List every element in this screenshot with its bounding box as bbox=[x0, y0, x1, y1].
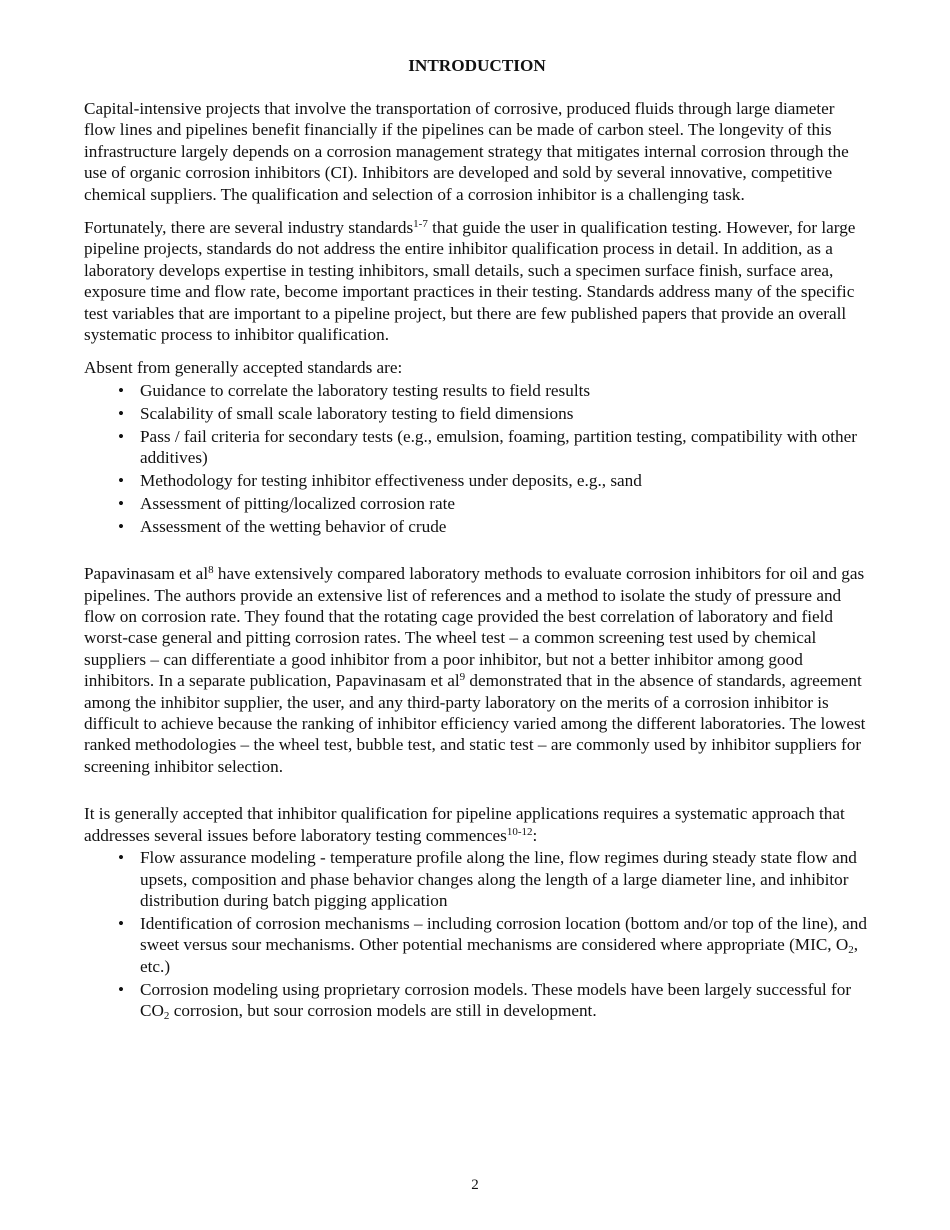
p2-text-b: that guide the user in qualification testing. However, for large pipeline projects, standards do not address the entire inhibitor qualification process in detail. In addition, as a laboratory develops expertise in testing inhibitors, small details, such a specimen surface finish, surface area, exposure time and flow rate, become important practices in their testing. Standards address many of the specific test variables that are important to a pipeline project, but there are few published papers that provide an overall systematic process to inhibitor qualification. bbox=[84, 218, 856, 345]
list-item bbox=[140, 979, 870, 1022]
item3-text-b: corrosion, but sour corrosion models are still in development. bbox=[169, 1000, 597, 1020]
list-item: • Methodology for testing inhibitor effectiveness under deposits, e.g., sand bbox=[140, 470, 870, 491]
item2-text-b: , etc.) bbox=[140, 935, 859, 976]
list-item: • Flow assurance modeling - temperature profile along the line, flow regimes during steady state flow and upsets, composition and phase behavior changes along the length of a large diameter line, and inhibitor distribution during batch pigging application bbox=[140, 847, 870, 911]
list-item: • Assessment of pitting/localized corrosion rate bbox=[140, 493, 870, 514]
list-item: • Assessment of the wetting behavior of crude bbox=[140, 516, 870, 537]
subscript: 2 bbox=[163, 1009, 170, 1022]
p4-text-c: demonstrated that in the absence of standards, agreement among the inhibitor supplier, the user, and any third-party laboratory on the merits of a corrosion inhibitor is difficult to achieve because the ranking of inhibitor efficiency varied among the different laboratories. The lowest ranked methodologies – the wheel test, bubble test, and static test – are commonly used by inhibitor suppliers for screening inhibitor selection. bbox=[84, 671, 866, 776]
paragraph-1: Capital-intensive projects that involve the transportation of corrosive, produced fluids through large diameter flow lines and pipelines benefit financially if the pipelines can be made of carbon steel. The longevity of this infrastructure largely depends on a corrosion management strategy that mitigates internal corrosion through the use of organic corrosion inhibitors (CI). Inhibitors are developed and sold by several innovative, competitive chemical suppliers. The qualification and selection of a corrosion inhibitor is a challenging task. bbox=[84, 99, 849, 204]
subscript: 2 bbox=[848, 944, 854, 957]
document-page bbox=[84, 54, 870, 1033]
list-item: • Guidance to correlate the laboratory testing results to field results bbox=[140, 380, 870, 401]
item3-text-a: Corrosion modeling using proprietary corrosion models. These models have been largely successful for CO bbox=[140, 979, 852, 1020]
item2-text-a: Identification of corrosion mechanisms – including corrosion location (bottom and/or top of the line), and sweet versus sour mechanisms. Other potential mechanisms are considered where appropriate (MIC, O bbox=[140, 913, 867, 955]
paragraph-2 bbox=[84, 217, 870, 345]
bullet-list-1 bbox=[84, 380, 870, 537]
page-number: 2 bbox=[471, 1177, 479, 1193]
paragraph-5 bbox=[84, 803, 870, 846]
p5-text-a: It is generally accepted that inhibitor qualification for pipeline applications requires a systematic approach that addresses several issues before laboratory testing commences bbox=[84, 804, 845, 845]
reference-superscript: 1-7 bbox=[413, 218, 428, 231]
paragraph-3-intro: Absent from generally accepted standards are: bbox=[84, 358, 403, 378]
reference-superscript: 9 bbox=[459, 671, 466, 684]
bullet-list-2 bbox=[84, 847, 870, 1021]
list-item: • Pass / fail criteria for secondary tests (e.g., emulsion, foaming, partition testing, compatibility with other additives) bbox=[140, 426, 870, 469]
p2-text-a: Fortunately, there are several industry standards bbox=[84, 218, 414, 238]
reference-superscript: 10-12 bbox=[506, 825, 533, 838]
reference-superscript: 8 bbox=[208, 564, 214, 577]
section-title: INTRODUCTION bbox=[408, 56, 546, 75]
list-item: • Scalability of small scale laboratory testing to field dimensions bbox=[140, 403, 870, 424]
list-item bbox=[140, 913, 870, 977]
p4-text-a: Papavinasam et al bbox=[84, 564, 209, 584]
p5-text-b: : bbox=[532, 825, 538, 845]
p4-text-b: have extensively compared laboratory methods to evaluate corrosion inhibitors for oil and gas pipelines. The authors provide an extensive list of references and a method to isolate the study of pressure and flow on corrosion rate. They found that the rotating cage provided the best correlation of laboratory and field worst-case general and pitting corrosion rates. The wheel test – a common screening test used by chemical suppliers – can differentiate a good inhibitor from a poor inhibitor, but not a better inhibitor among good inhibitors. In a separate publication, Papavinasam et al bbox=[84, 564, 865, 691]
paragraph-4 bbox=[84, 563, 870, 777]
